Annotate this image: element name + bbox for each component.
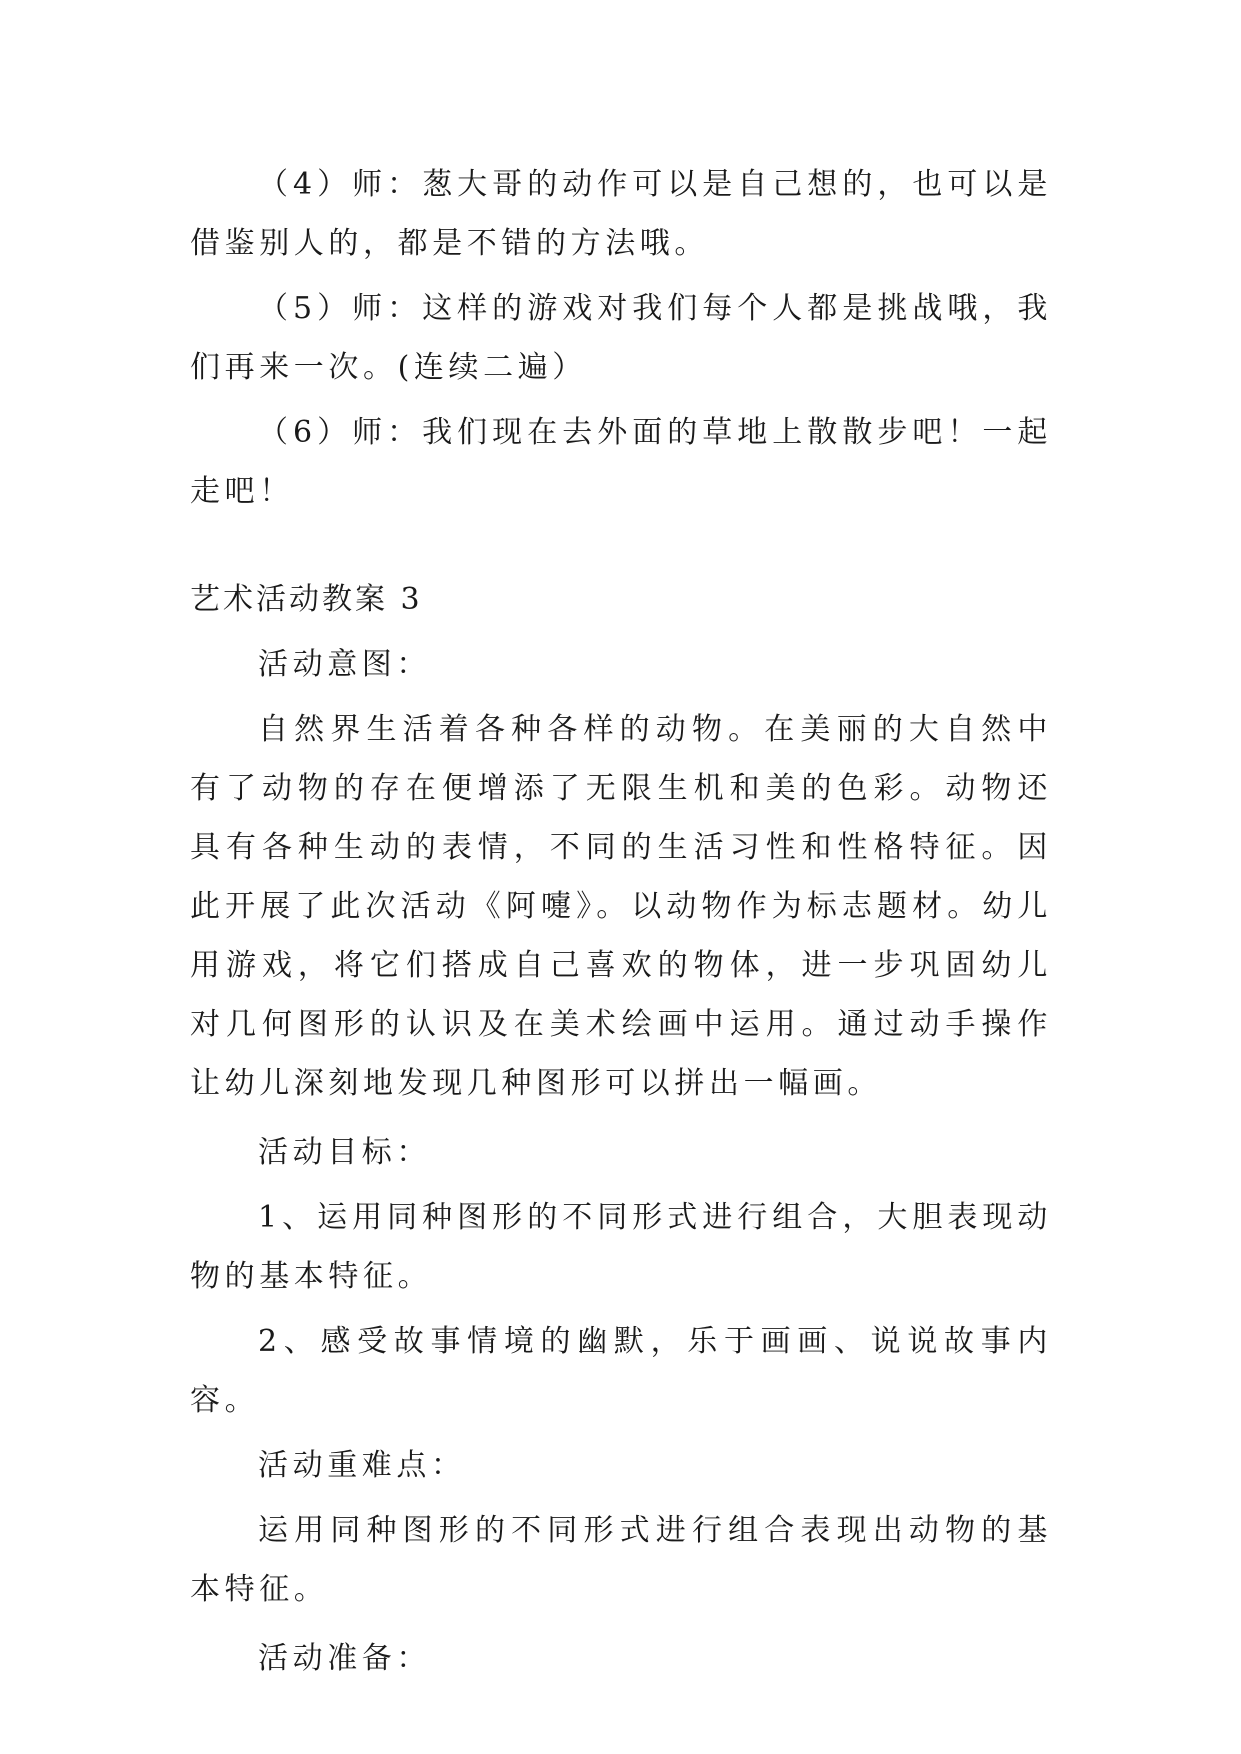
intent-heading: 活动意图： bbox=[258, 647, 431, 682]
goal-item-1: 1、运用同种图形的不同形式进行组合，大胆表现动物的基本特征。 bbox=[190, 1200, 1052, 1294]
preparation-heading: 活动准备： bbox=[258, 1641, 431, 1676]
paragraph-step-4: （4）师：葱大哥的动作可以是自己想的，也可以是借鉴别人的，都是不错的方法哦。 bbox=[190, 167, 1052, 261]
section-title: 艺术活动教案 3 bbox=[190, 582, 423, 617]
key-points-body: 运用同种图形的不同形式进行组合表现出动物的基本特征。 bbox=[190, 1513, 1052, 1607]
paragraph-step-6: （6）师：我们现在去外面的草地上散散步吧！一起走吧！ bbox=[190, 415, 1052, 509]
intent-body: 自然界生活着各种各样的动物。在美丽的大自然中有了动物的存在便增添了无限生机和美的色彩。动物还具有各种生动的表情，不同的生活习性和性格特征。因此开展了此次活动《阿嚏》。以动物作为标志题材。幼儿用游戏，将它们搭成自己喜欢的物体，进一步巩固幼儿对几何图形的认识及在美术绘画中运用。通过动手操作让幼儿深刻地发现几种图形可以拼出一幅画。 bbox=[190, 712, 1052, 1101]
goals-heading: 活动目标： bbox=[258, 1135, 431, 1170]
goal-item-2: 2、感受故事情境的幽默，乐于画画、说说故事内容。 bbox=[190, 1324, 1052, 1418]
document-body bbox=[190, 155, 1052, 1688]
paragraph-step-5: （5）师：这样的游戏对我们每个人都是挑战哦，我们再来一次。(连续二遍） bbox=[190, 291, 1052, 385]
key-points-heading: 活动重难点： bbox=[258, 1448, 466, 1483]
